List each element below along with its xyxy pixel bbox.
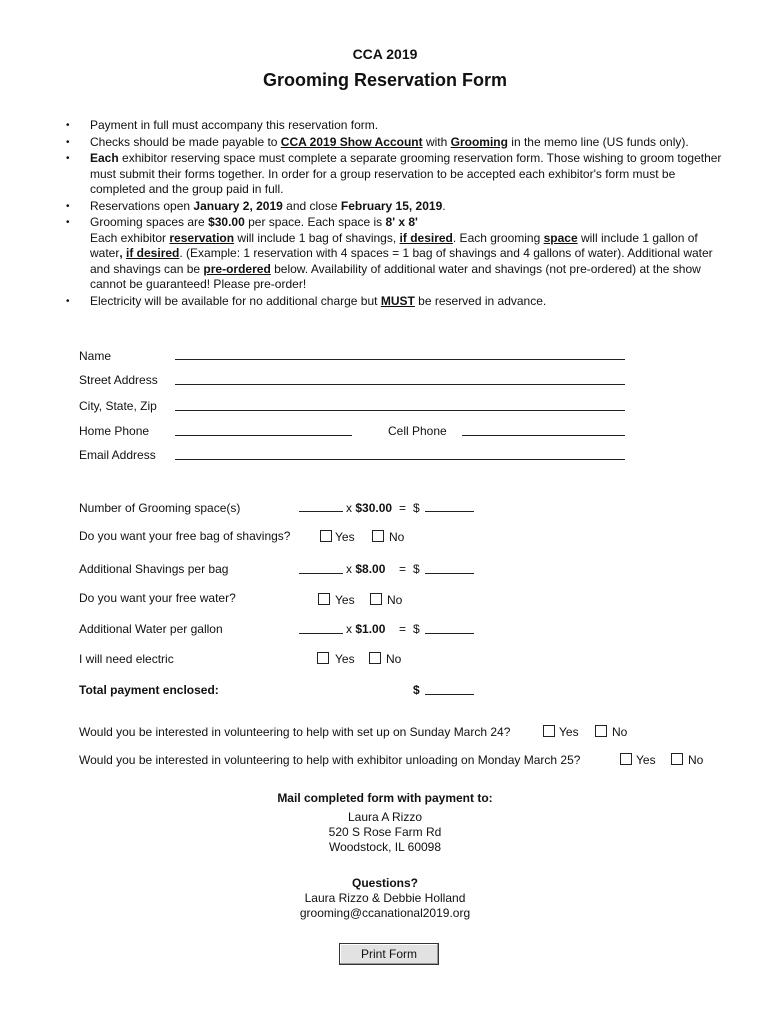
instruction-item: • Electricity will be available for no additional charge but MUST be reserved in advance. <box>66 293 547 308</box>
bullet-icon: • <box>66 136 70 148</box>
bullet-icon: • <box>66 120 70 131</box>
cell-phone-field[interactable] <box>462 435 625 436</box>
electric-no-checkbox[interactable] <box>369 652 381 664</box>
spaces-price: $30.00 <box>355 501 393 515</box>
free-water-no-label: No <box>387 593 403 607</box>
free-bag-yes-label: Yes <box>335 530 355 544</box>
instruction-item: • Checks should be made payable to CCA 2019 Show Account with Grooming in the memo line (US funds only). <box>66 134 689 149</box>
equals-sign: = <box>399 501 407 515</box>
free-water-question: Do you want your free water? <box>79 591 236 605</box>
dollar-sign: $ <box>413 622 420 636</box>
mail-street: 520 S Rose Farm Rd <box>328 825 442 839</box>
spaces-qty-field[interactable] <box>299 511 343 512</box>
water-qty-field[interactable] <box>299 633 343 634</box>
total-field[interactable] <box>425 694 474 695</box>
questions-email: grooming@ccanational2019.org <box>299 906 471 920</box>
water-total-field[interactable] <box>425 633 474 634</box>
volunteer-unloading-question: Would you be interested in volunteering to help with exhibitor unloading on Monday March 25? <box>79 753 581 767</box>
free-bag-no-checkbox[interactable] <box>372 530 384 542</box>
volunteer-unloading-no-label: No <box>688 753 704 767</box>
electric-label: I will need electric <box>79 652 174 666</box>
bullet-icon: • <box>66 153 70 164</box>
questions-names: Laura Rizzo & Debbie Holland <box>304 891 466 905</box>
times-sign: x <box>346 501 352 515</box>
times-sign: x <box>346 562 352 576</box>
volunteer-setup-yes-label: Yes <box>559 725 579 739</box>
electric-yes-label: Yes <box>335 652 355 666</box>
street-label: Street Address <box>79 373 158 387</box>
volunteer-unloading-yes-label: Yes <box>636 753 656 767</box>
cell-phone-label: Cell Phone <box>388 424 447 438</box>
total-label: Total payment enclosed: <box>79 683 219 697</box>
free-water-no-checkbox[interactable] <box>370 593 382 605</box>
total-dollar-sign: $ <box>413 683 420 697</box>
city-field[interactable] <box>175 410 625 411</box>
shavings-qty-field[interactable] <box>299 573 343 574</box>
electric-no-label: No <box>386 652 402 666</box>
electric-yes-checkbox[interactable] <box>317 652 329 664</box>
bullet-icon: • <box>66 295 70 307</box>
home-phone-field[interactable] <box>175 435 352 436</box>
spaces-total-field[interactable] <box>425 511 474 512</box>
street-field[interactable] <box>175 384 625 385</box>
equals-sign: = <box>399 562 407 576</box>
volunteer-unloading-no-checkbox[interactable] <box>671 753 683 765</box>
instruction-item: • Each exhibitor reserving space must complete a separate grooming reservation form. Those wishing to groom together must submit their forms together. In order for a group reservation to be accepted each exhibitor's form must be completed and the group paid in full. <box>66 151 722 196</box>
volunteer-unloading-yes-checkbox[interactable] <box>620 753 632 765</box>
free-bag-no-label: No <box>389 530 405 544</box>
water-label: Additional Water per gallon <box>79 622 223 636</box>
instruction-item: • Grooming spaces are $30.00 per space. Each space is 8' x 8' Each exhibitor reservation will include 1 bag of shavings, if desired. Each grooming space will include 1 gallon of water, if desired. (Example: 1 reservation with 4 spaces = 1 bag of shavings and 4 gallons of water). Additional water and shavings can be pre-ordered below. Availability of additional water and shavings (not pre-ordered) at the show cannot be guaranteed! Please pre-order! <box>66 215 713 291</box>
volunteer-setup-question: Would you be interested in volunteering to help with set up on Sunday March 24? <box>79 725 511 739</box>
mail-heading: Mail completed form with payment to: <box>277 791 493 805</box>
instruction-item: • Payment in full must accompany this reservation form. <box>66 118 379 132</box>
free-water-yes-checkbox[interactable] <box>318 593 330 605</box>
form-title: Grooming Reservation Form <box>262 70 508 90</box>
shavings-label: Additional Shavings per bag <box>79 562 229 576</box>
mail-city: Woodstock, IL 60098 <box>328 840 442 854</box>
times-sign: x <box>346 622 352 636</box>
volunteer-setup-yes-checkbox[interactable] <box>543 725 555 737</box>
questions-heading: Questions? <box>351 876 418 890</box>
spaces-label: Number of Grooming space(s) <box>79 501 241 515</box>
shavings-price: $8.00 <box>355 562 386 576</box>
email-label: Email Address <box>79 448 156 462</box>
shavings-total-field[interactable] <box>425 573 474 574</box>
print-form-button[interactable]: Print Form <box>339 943 439 965</box>
dollar-sign: $ <box>413 562 420 576</box>
free-bag-yes-checkbox[interactable] <box>320 530 332 542</box>
home-phone-label: Home Phone <box>79 424 150 438</box>
volunteer-setup-no-checkbox[interactable] <box>595 725 607 737</box>
dollar-sign: $ <box>413 501 420 515</box>
name-label: Name <box>79 349 112 363</box>
city-label: City, State, Zip <box>79 399 157 413</box>
volunteer-setup-no-label: No <box>612 725 628 739</box>
water-price: $1.00 <box>355 622 386 636</box>
email-field[interactable] <box>175 459 625 460</box>
bullet-icon: • <box>66 200 70 212</box>
instruction-item: • Reservations open January 2, 2019 and close February 15, 2019. <box>66 198 446 213</box>
instructions-list <box>62 118 722 310</box>
mail-name: Laura A Rizzo <box>347 810 423 824</box>
free-bag-question: Do you want your free bag of shavings? <box>79 529 291 543</box>
event-title: CCA 2019 <box>352 46 418 62</box>
bullet-icon: • <box>66 217 70 228</box>
free-water-yes-label: Yes <box>335 593 355 607</box>
equals-sign: = <box>399 622 407 636</box>
name-field[interactable] <box>175 359 625 360</box>
